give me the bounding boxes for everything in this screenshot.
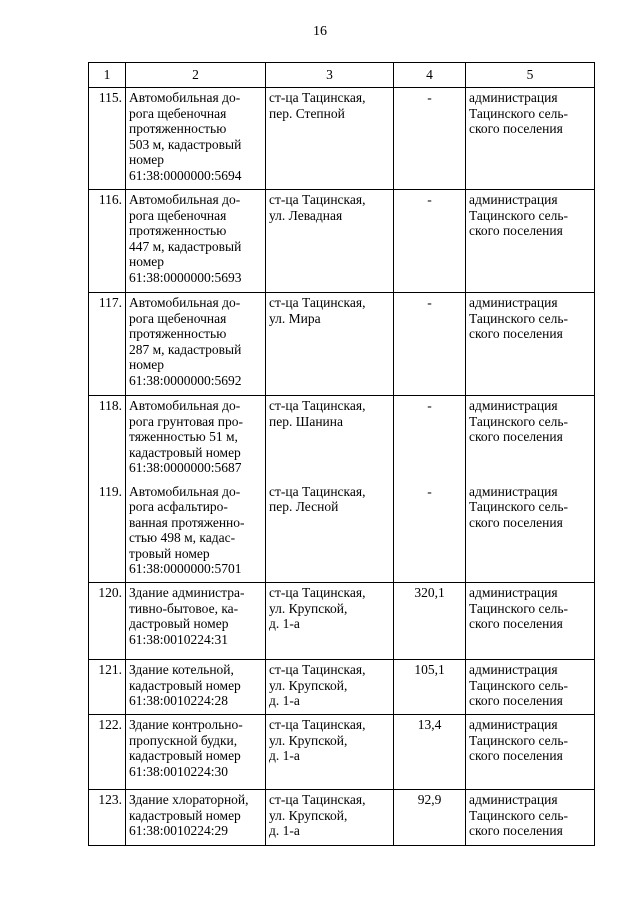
name-line: 61:38:0010224:30 (129, 763, 229, 779)
table-row (89, 396, 595, 482)
holder-line: ского поселения (469, 429, 563, 445)
location-line: ул. Левадная (269, 207, 343, 223)
location-line: ст-ца Тацинская, (269, 483, 366, 499)
object-name-cell (126, 790, 266, 846)
location-line: ст-ца Тацинская, (269, 662, 366, 677)
property-registry-table (88, 62, 595, 846)
name-line: пропускной будки, (129, 732, 238, 748)
name-line: тровый номер (129, 545, 210, 561)
name-line: тяженностью 51 м, (129, 429, 238, 445)
table-row (89, 660, 595, 715)
name-line: номер (129, 152, 165, 168)
location-line: ст-ца Тацинская, (269, 192, 366, 207)
column-header: 1 (89, 63, 126, 88)
location-cell (266, 190, 394, 293)
area-cell: - (394, 293, 466, 396)
location-line: ст-ца Тацинская, (269, 295, 366, 310)
name-line: кадастровый номер (129, 444, 241, 460)
name-line: 61:38:0010224:29 (129, 823, 229, 839)
name-line: рога асфальтиро- (129, 499, 228, 515)
location-line: ст-ца Тацинская, (269, 717, 366, 732)
area-cell: 105,1 (394, 660, 466, 715)
holder-line: администрация (469, 483, 558, 499)
location-line: ст-ца Тацинская, (269, 90, 366, 105)
area-cell: 13,4 (394, 715, 466, 790)
holder-line: администрация (469, 662, 558, 677)
location-cell (266, 790, 394, 846)
column-header: 5 (466, 63, 595, 88)
holder-cell (466, 715, 595, 790)
holder-line: администрация (469, 717, 558, 732)
holder-line: ского поселения (469, 223, 563, 239)
object-name-cell (126, 88, 266, 190)
holder-line: Тацинского сель- (469, 600, 569, 616)
location-cell (266, 660, 394, 715)
row-number-cell: 121. (89, 660, 126, 715)
holder-line: Тацинского сель- (469, 105, 569, 121)
location-cell (266, 482, 394, 583)
name-line: 61:38:0000000:5694 (129, 167, 242, 183)
holder-cell (466, 190, 595, 293)
table-row (89, 790, 595, 846)
name-line: 61:38:0000000:5687 (129, 460, 242, 476)
name-line: протяженностью (129, 326, 227, 342)
holder-line: Тацинского сель- (469, 807, 569, 823)
location-line: ст-ца Тацинская, (269, 792, 366, 807)
name-line: 61:38:0000000:5701 (129, 561, 242, 577)
holder-line: Тацинского сель- (469, 207, 569, 223)
name-line: рога щебеночная (129, 310, 227, 326)
location-cell (266, 293, 394, 396)
holder-cell (466, 396, 595, 482)
holder-line: администрация (469, 585, 558, 600)
holder-line: Тацинского сель- (469, 677, 569, 693)
location-cell (266, 583, 394, 660)
location-line: д. 1-а (269, 748, 300, 764)
area-cell: - (394, 88, 466, 190)
location-line: ст-ца Тацинская, (269, 398, 366, 413)
name-line: Автомобильная до- (129, 483, 241, 499)
holder-cell (466, 583, 595, 660)
name-line: стью 498 м, кадас- (129, 530, 236, 546)
location-line: д. 1-а (269, 616, 300, 632)
holder-cell (466, 293, 595, 396)
holder-cell (466, 88, 595, 190)
location-cell (266, 715, 394, 790)
holder-line: Тацинского сель- (469, 499, 569, 515)
area-cell: - (394, 482, 466, 583)
object-name-cell (126, 583, 266, 660)
name-line: 61:38:0010224:28 (129, 693, 229, 709)
name-line: номер (129, 254, 165, 270)
holder-cell (466, 482, 595, 583)
holder-line: ского поселения (469, 748, 563, 764)
table-row (89, 583, 595, 660)
holder-line: администрация (469, 792, 558, 807)
location-line: ул. Крупской, (269, 677, 348, 693)
table-row (89, 482, 595, 583)
area-cell: - (394, 190, 466, 293)
name-line: Здание котельной, (129, 662, 234, 677)
holder-line: администрация (469, 398, 558, 413)
object-name-cell (126, 660, 266, 715)
holder-line: администрация (469, 295, 558, 310)
name-line: рога грунтовая про- (129, 413, 243, 429)
location-cell (266, 88, 394, 190)
row-number-cell: 119. (89, 482, 126, 583)
holder-cell (466, 790, 595, 846)
area-cell: 92,9 (394, 790, 466, 846)
holder-line: Тацинского сель- (469, 732, 569, 748)
name-line: Автомобильная до- (129, 192, 241, 207)
holder-line: ского поселения (469, 514, 563, 530)
location-line: ул. Крупской, (269, 732, 348, 748)
registry-body (89, 88, 595, 846)
table-row (89, 293, 595, 396)
name-line: кадастровый номер (129, 807, 241, 823)
row-number-cell: 123. (89, 790, 126, 846)
page-number: 16 (313, 24, 327, 39)
location-line: пер. Шанина (269, 413, 343, 429)
name-line: 503 м, кадастровый (129, 136, 242, 152)
table-row (89, 190, 595, 293)
row-number-cell: 122. (89, 715, 126, 790)
location-cell (266, 396, 394, 482)
row-number-cell: 118. (89, 396, 126, 482)
location-line: ул. Мира (269, 310, 321, 326)
location-line: пер. Степной (269, 105, 345, 121)
location-line: д. 1-а (269, 693, 300, 709)
name-line: рога щебеночная (129, 105, 227, 121)
row-number-cell: 116. (89, 190, 126, 293)
holder-line: ского поселения (469, 121, 563, 137)
name-line: 447 м, кадастровый (129, 238, 242, 254)
column-header: 4 (394, 63, 466, 88)
location-line: д. 1-а (269, 823, 300, 839)
name-line: Автомобильная до- (129, 90, 241, 105)
holder-line: Тацинского сель- (469, 413, 569, 429)
name-line: тивно-бытовое, ка- (129, 600, 239, 616)
location-line: пер. Лесной (269, 499, 339, 515)
object-name-cell (126, 190, 266, 293)
location-line: ул. Крупской, (269, 807, 348, 823)
name-line: протяженностью (129, 121, 227, 137)
holder-line: ского поселения (469, 823, 563, 839)
holder-cell (466, 660, 595, 715)
area-cell: - (394, 396, 466, 482)
area-cell: 320,1 (394, 583, 466, 660)
name-line: Автомобильная до- (129, 398, 241, 413)
name-line: Здание хлораторной, (129, 792, 249, 807)
holder-line: ского поселения (469, 616, 563, 632)
name-line: Здание администра- (129, 585, 245, 600)
name-line: 287 м, кадастровый (129, 341, 242, 357)
object-name-cell (126, 715, 266, 790)
name-line: 61:38:0000000:5692 (129, 372, 242, 388)
column-header: 3 (266, 63, 394, 88)
object-name-cell (126, 293, 266, 396)
name-line: кадастровый номер (129, 677, 241, 693)
table-row (89, 88, 595, 190)
name-line: дастровый номер (129, 616, 229, 632)
name-line: Автомобильная до- (129, 295, 241, 310)
holder-line: администрация (469, 90, 558, 105)
holder-line: ского поселения (469, 326, 563, 342)
name-line: Здание контрольно- (129, 717, 243, 732)
holder-line: ского поселения (469, 693, 563, 709)
name-line: 61:38:0010224:31 (129, 631, 229, 647)
object-name-cell (126, 396, 266, 482)
table-row (89, 715, 595, 790)
location-line: ст-ца Тацинская, (269, 585, 366, 600)
row-number-cell: 115. (89, 88, 126, 190)
location-line: ул. Крупской, (269, 600, 348, 616)
name-line: рога щебеночная (129, 207, 227, 223)
object-name-cell (126, 482, 266, 583)
holder-line: Тацинского сель- (469, 310, 569, 326)
name-line: 61:38:0000000:5693 (129, 269, 242, 285)
column-number-row (89, 63, 595, 88)
holder-line: администрация (469, 192, 558, 207)
name-line: протяженностью (129, 223, 227, 239)
name-line: кадастровый номер (129, 748, 241, 764)
column-header: 2 (126, 63, 266, 88)
row-number-cell: 117. (89, 293, 126, 396)
name-line: номер (129, 357, 165, 373)
name-line: ванная протяженно- (129, 514, 245, 530)
row-number-cell: 120. (89, 583, 126, 660)
